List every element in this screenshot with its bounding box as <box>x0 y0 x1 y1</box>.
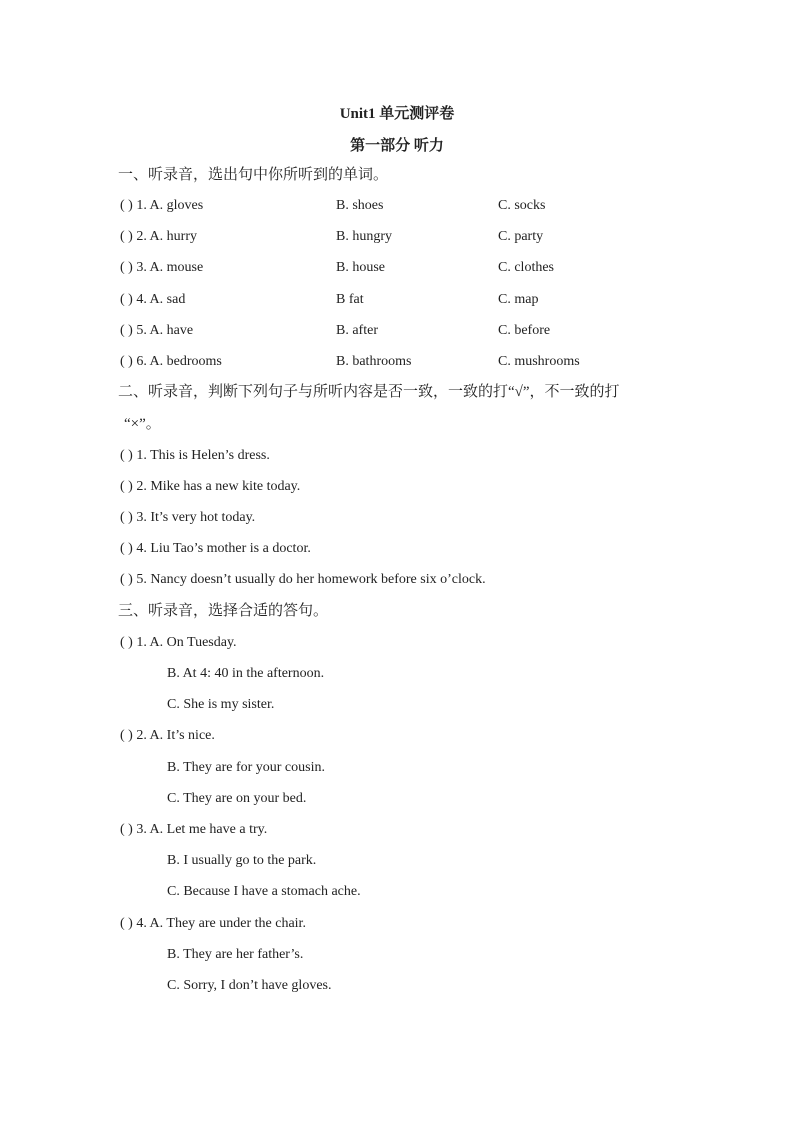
question-row <box>120 258 680 278</box>
question-row <box>120 290 680 310</box>
statement-row: ( ) 4. Liu Tao’s mother is a doctor. <box>120 541 311 556</box>
option-a: ( ) 2. A. hurry <box>120 229 197 244</box>
option-b: B. hungry <box>336 229 392 244</box>
question-option-c: C. They are on your bed. <box>167 791 307 806</box>
option-b: B. house <box>336 260 385 275</box>
section-2-heading-cont: “×”。 <box>124 416 161 432</box>
question-option-c: C. She is my sister. <box>167 697 275 712</box>
question-row <box>120 352 680 372</box>
statement-row: ( ) 3. It’s very hot today. <box>120 510 256 525</box>
question-option-a: ( ) 3. A. Let me have a try. <box>120 822 268 837</box>
question-option-b: B. I usually go to the park. <box>167 853 317 868</box>
statement-row: ( ) 1. This is Helen’s dress. <box>120 448 270 463</box>
section-1-heading: 一、听录音，选出句中你所听到的单词。 <box>118 167 389 183</box>
option-c: C. clothes <box>498 260 554 275</box>
part-title: 第一部分 听力 <box>350 138 444 154</box>
question-option-a: ( ) 4. A. They are under the chair. <box>120 916 306 931</box>
section-2-heading: 二、听录音，判断下列句子与所听内容是否一致，一致的打“√”，不一致的打 <box>118 384 620 400</box>
question-row <box>120 227 680 247</box>
option-a: ( ) 3. A. mouse <box>120 260 204 275</box>
option-c: C. party <box>498 229 544 244</box>
question-option-b: B. They are her father’s. <box>167 947 304 962</box>
option-c: C. map <box>498 292 539 307</box>
option-a: ( ) 6. A. bedrooms <box>120 354 222 369</box>
statement-row: ( ) 5. Nancy doesn’t usually do her homework before six o’clock. <box>120 572 486 587</box>
option-c: C. socks <box>498 198 546 213</box>
option-b: B fat <box>336 292 364 307</box>
option-b: B. after <box>336 323 378 338</box>
option-c: C. mushrooms <box>498 354 580 369</box>
question-option-c: C. Because I have a stomach ache. <box>167 884 361 899</box>
page-title: Unit1 单元测评卷 <box>339 106 455 122</box>
question-option-a: ( ) 2. A. It’s nice. <box>120 728 215 743</box>
option-a: ( ) 5. A. have <box>120 323 194 338</box>
option-c: C. before <box>498 323 551 338</box>
statement-row: ( ) 2. Mike has a new kite today. <box>120 479 301 494</box>
question-option-a: ( ) 1. A. On Tuesday. <box>120 635 237 650</box>
option-a: ( ) 1. A. gloves <box>120 198 204 213</box>
question-option-c: C. Sorry, I don’t have gloves. <box>167 978 332 993</box>
question-row <box>120 321 680 341</box>
option-a: ( ) 4. A. sad <box>120 292 186 307</box>
section-3-heading: 三、听录音，选择合适的答句。 <box>118 603 329 619</box>
option-b: B. bathrooms <box>336 354 412 369</box>
question-option-b: B. They are for your cousin. <box>167 760 325 775</box>
option-b: B. shoes <box>336 198 384 213</box>
question-option-b: B. At 4: 40 in the afternoon. <box>167 666 325 681</box>
question-row <box>120 196 680 216</box>
